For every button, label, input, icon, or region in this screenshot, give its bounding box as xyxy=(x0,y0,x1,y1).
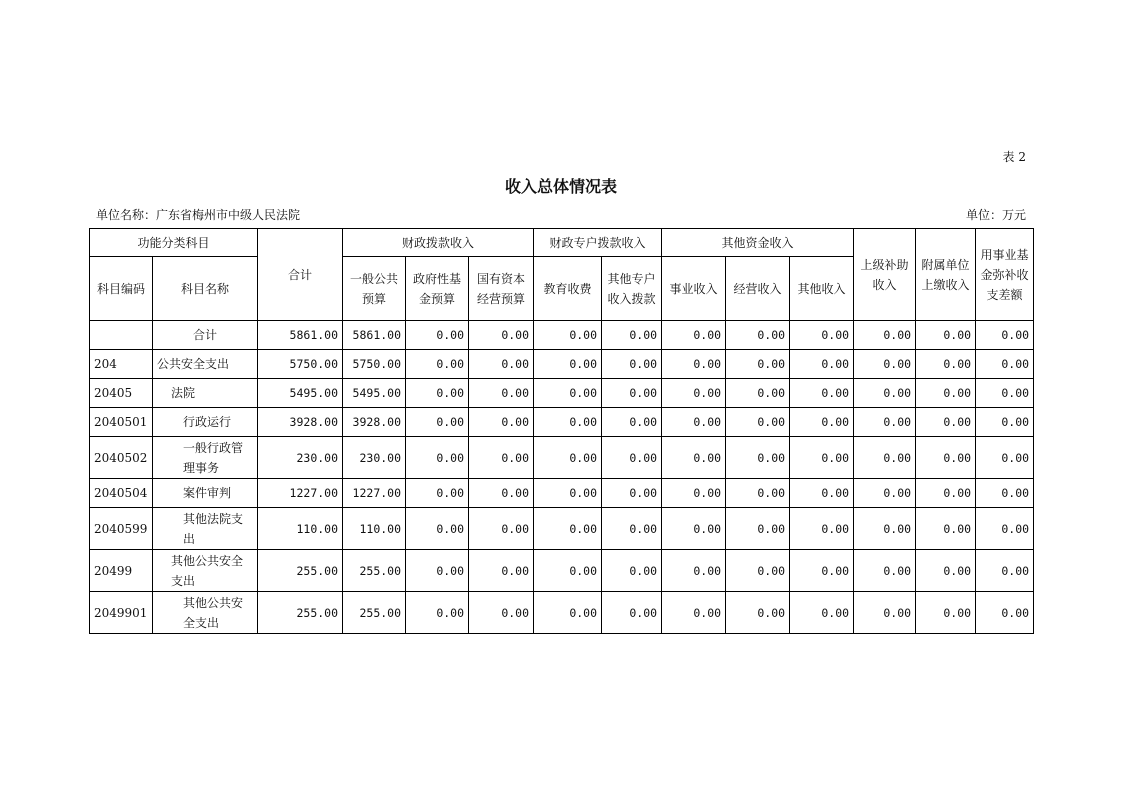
cell-value: 0.00 xyxy=(726,321,790,350)
header-other-funds: 其他资金收入 xyxy=(662,229,854,257)
header-fiscal-special: 财政专户拨款收入 xyxy=(534,229,662,257)
cell-value: 255.00 xyxy=(343,592,406,634)
cell-value: 0.00 xyxy=(534,379,602,408)
cell-value: 0.00 xyxy=(534,479,602,508)
cell-value: 0.00 xyxy=(976,379,1034,408)
table-number: 表 2 xyxy=(1002,150,1026,164)
cell-value: 0.00 xyxy=(534,592,602,634)
cell-value: 0.00 xyxy=(726,550,790,592)
table-row xyxy=(90,437,1034,479)
table-row xyxy=(90,321,1034,350)
cell-code: 2040504 xyxy=(90,479,153,508)
cell-value: 0.00 xyxy=(976,592,1034,634)
cell-name: 案件审判 xyxy=(153,479,258,508)
cell-value: 0.00 xyxy=(406,350,469,379)
cell-value: 0.00 xyxy=(854,408,916,437)
cell-value: 0.00 xyxy=(916,550,976,592)
table-row xyxy=(90,508,1034,550)
header-state-capital: 国有资本经营预算 xyxy=(469,257,534,321)
cell-value: 0.00 xyxy=(602,479,662,508)
header-business-income: 事业收入 xyxy=(662,257,726,321)
unit-label: 单位：万元 xyxy=(965,208,1026,222)
cell-value: 0.00 xyxy=(976,550,1034,592)
cell-value: 0.00 xyxy=(916,592,976,634)
cell-value: 0.00 xyxy=(790,479,854,508)
cell-value: 0.00 xyxy=(854,437,916,479)
header-edu-fee: 教育收费 xyxy=(534,257,602,321)
header-other-special: 其他专户收入拨款 xyxy=(602,257,662,321)
table-row xyxy=(90,350,1034,379)
cell-value: 0.00 xyxy=(534,508,602,550)
cell-value: 0.00 xyxy=(976,321,1034,350)
cell-value: 0.00 xyxy=(790,508,854,550)
cell-name: 其他公共安全支出 xyxy=(153,550,258,592)
unit-name-label: 单位名称：广东省梅州市中级人民法院 xyxy=(96,208,301,222)
cell-code: 204 xyxy=(90,350,153,379)
cell-value: 0.00 xyxy=(662,350,726,379)
cell-name: 行政运行 xyxy=(153,408,258,437)
cell-value: 3928.00 xyxy=(343,408,406,437)
table-row xyxy=(90,592,1034,634)
cell-value: 0.00 xyxy=(662,321,726,350)
header-total: 合计 xyxy=(258,229,343,321)
cell-value: 0.00 xyxy=(406,437,469,479)
cell-value: 110.00 xyxy=(258,508,343,550)
cell-value: 0.00 xyxy=(662,437,726,479)
header-row-1 xyxy=(90,229,1034,257)
cell-value: 230.00 xyxy=(343,437,406,479)
cell-value: 0.00 xyxy=(854,350,916,379)
header-other-income: 其他收入 xyxy=(790,257,854,321)
cell-value: 0.00 xyxy=(602,321,662,350)
cell-value: 0.00 xyxy=(534,437,602,479)
cell-value: 0.00 xyxy=(854,550,916,592)
header-func-class: 功能分类科目 xyxy=(90,229,258,257)
cell-value: 0.00 xyxy=(790,437,854,479)
cell-value: 0.00 xyxy=(406,379,469,408)
cell-value: 0.00 xyxy=(726,479,790,508)
cell-value: 0.00 xyxy=(726,437,790,479)
cell-value: 1227.00 xyxy=(258,479,343,508)
table-row xyxy=(90,408,1034,437)
cell-value: 5495.00 xyxy=(258,379,343,408)
cell-value: 0.00 xyxy=(406,550,469,592)
table-body xyxy=(90,321,1034,634)
cell-value: 230.00 xyxy=(258,437,343,479)
cell-code xyxy=(90,321,153,350)
cell-code: 2049901 xyxy=(90,592,153,634)
cell-value: 0.00 xyxy=(534,408,602,437)
cell-value: 0.00 xyxy=(662,408,726,437)
cell-value: 0.00 xyxy=(790,408,854,437)
cell-value: 0.00 xyxy=(469,550,534,592)
cell-value: 0.00 xyxy=(602,408,662,437)
table-row xyxy=(90,379,1034,408)
cell-code: 2040501 xyxy=(90,408,153,437)
cell-value: 0.00 xyxy=(406,592,469,634)
cell-value: 0.00 xyxy=(469,379,534,408)
cell-value: 0.00 xyxy=(916,437,976,479)
cell-value: 0.00 xyxy=(602,350,662,379)
cell-value: 0.00 xyxy=(790,592,854,634)
cell-value: 0.00 xyxy=(406,321,469,350)
header-affiliated: 附属单位上缴收入 xyxy=(916,229,976,321)
cell-name: 其他公共安全支出 xyxy=(153,592,258,634)
cell-value: 0.00 xyxy=(726,350,790,379)
cell-value: 0.00 xyxy=(662,508,726,550)
table-row xyxy=(90,550,1034,592)
cell-value: 0.00 xyxy=(534,550,602,592)
cell-value: 0.00 xyxy=(726,592,790,634)
cell-value: 0.00 xyxy=(469,508,534,550)
cell-value: 0.00 xyxy=(726,408,790,437)
cell-value: 255.00 xyxy=(258,592,343,634)
cell-value: 0.00 xyxy=(854,479,916,508)
cell-code: 20405 xyxy=(90,379,153,408)
cell-value: 0.00 xyxy=(916,408,976,437)
cell-code: 2040599 xyxy=(90,508,153,550)
cell-value: 255.00 xyxy=(258,550,343,592)
cell-value: 0.00 xyxy=(534,350,602,379)
cell-value: 0.00 xyxy=(976,508,1034,550)
income-summary-table xyxy=(89,228,1034,634)
cell-value: 5861.00 xyxy=(258,321,343,350)
cell-value: 0.00 xyxy=(790,350,854,379)
header-superior-subsidy: 上级补助收入 xyxy=(854,229,916,321)
cell-value: 0.00 xyxy=(726,508,790,550)
cell-value: 3928.00 xyxy=(258,408,343,437)
cell-value: 0.00 xyxy=(916,350,976,379)
cell-value: 0.00 xyxy=(726,379,790,408)
cell-code: 2040502 xyxy=(90,437,153,479)
cell-value: 0.00 xyxy=(854,592,916,634)
cell-name: 一般行政管理事务 xyxy=(153,437,258,479)
cell-value: 0.00 xyxy=(406,508,469,550)
cell-value: 0.00 xyxy=(469,592,534,634)
cell-value: 0.00 xyxy=(790,379,854,408)
cell-code: 20499 xyxy=(90,550,153,592)
cell-value: 0.00 xyxy=(406,408,469,437)
cell-value: 0.00 xyxy=(976,479,1034,508)
cell-name: 公共安全支出 xyxy=(153,350,258,379)
cell-value: 0.00 xyxy=(790,550,854,592)
page-title: 收入总体情况表 xyxy=(504,177,617,196)
cell-value: 0.00 xyxy=(469,350,534,379)
cell-value: 0.00 xyxy=(602,592,662,634)
cell-value: 0.00 xyxy=(602,379,662,408)
cell-value: 0.00 xyxy=(916,321,976,350)
header-gov-fund: 政府性基金预算 xyxy=(406,257,469,321)
cell-value: 0.00 xyxy=(534,321,602,350)
cell-value: 0.00 xyxy=(916,379,976,408)
cell-value: 1227.00 xyxy=(343,479,406,508)
header-code: 科目编码 xyxy=(90,257,153,321)
header-fiscal-alloc: 财政拨款收入 xyxy=(343,229,534,257)
cell-value: 0.00 xyxy=(976,408,1034,437)
cell-value: 5861.00 xyxy=(343,321,406,350)
cell-value: 0.00 xyxy=(602,437,662,479)
table-row xyxy=(90,479,1034,508)
cell-value: 0.00 xyxy=(790,321,854,350)
cell-value: 0.00 xyxy=(662,479,726,508)
cell-value: 0.00 xyxy=(976,350,1034,379)
cell-value: 0.00 xyxy=(854,379,916,408)
header-operating-income: 经营收入 xyxy=(726,257,790,321)
cell-value: 5750.00 xyxy=(258,350,343,379)
cell-name: 合计 xyxy=(153,321,258,350)
cell-value: 0.00 xyxy=(662,379,726,408)
cell-value: 0.00 xyxy=(602,508,662,550)
cell-value: 5495.00 xyxy=(343,379,406,408)
cell-value: 0.00 xyxy=(854,321,916,350)
cell-value: 0.00 xyxy=(916,479,976,508)
cell-value: 0.00 xyxy=(602,550,662,592)
header-name: 科目名称 xyxy=(153,257,258,321)
cell-value: 255.00 xyxy=(343,550,406,592)
cell-value: 0.00 xyxy=(406,479,469,508)
header-general-budget: 一般公共预算 xyxy=(343,257,406,321)
cell-value: 0.00 xyxy=(662,592,726,634)
header-fund-offset: 用事业基金弥补收支差额 xyxy=(976,229,1034,321)
cell-value: 0.00 xyxy=(469,321,534,350)
cell-name: 法院 xyxy=(153,379,258,408)
cell-value: 0.00 xyxy=(469,479,534,508)
cell-value: 0.00 xyxy=(469,437,534,479)
cell-value: 5750.00 xyxy=(343,350,406,379)
cell-value: 0.00 xyxy=(976,437,1034,479)
cell-name: 其他法院支出 xyxy=(153,508,258,550)
cell-value: 0.00 xyxy=(854,508,916,550)
cell-value: 110.00 xyxy=(343,508,406,550)
cell-value: 0.00 xyxy=(469,408,534,437)
cell-value: 0.00 xyxy=(662,550,726,592)
cell-value: 0.00 xyxy=(916,508,976,550)
